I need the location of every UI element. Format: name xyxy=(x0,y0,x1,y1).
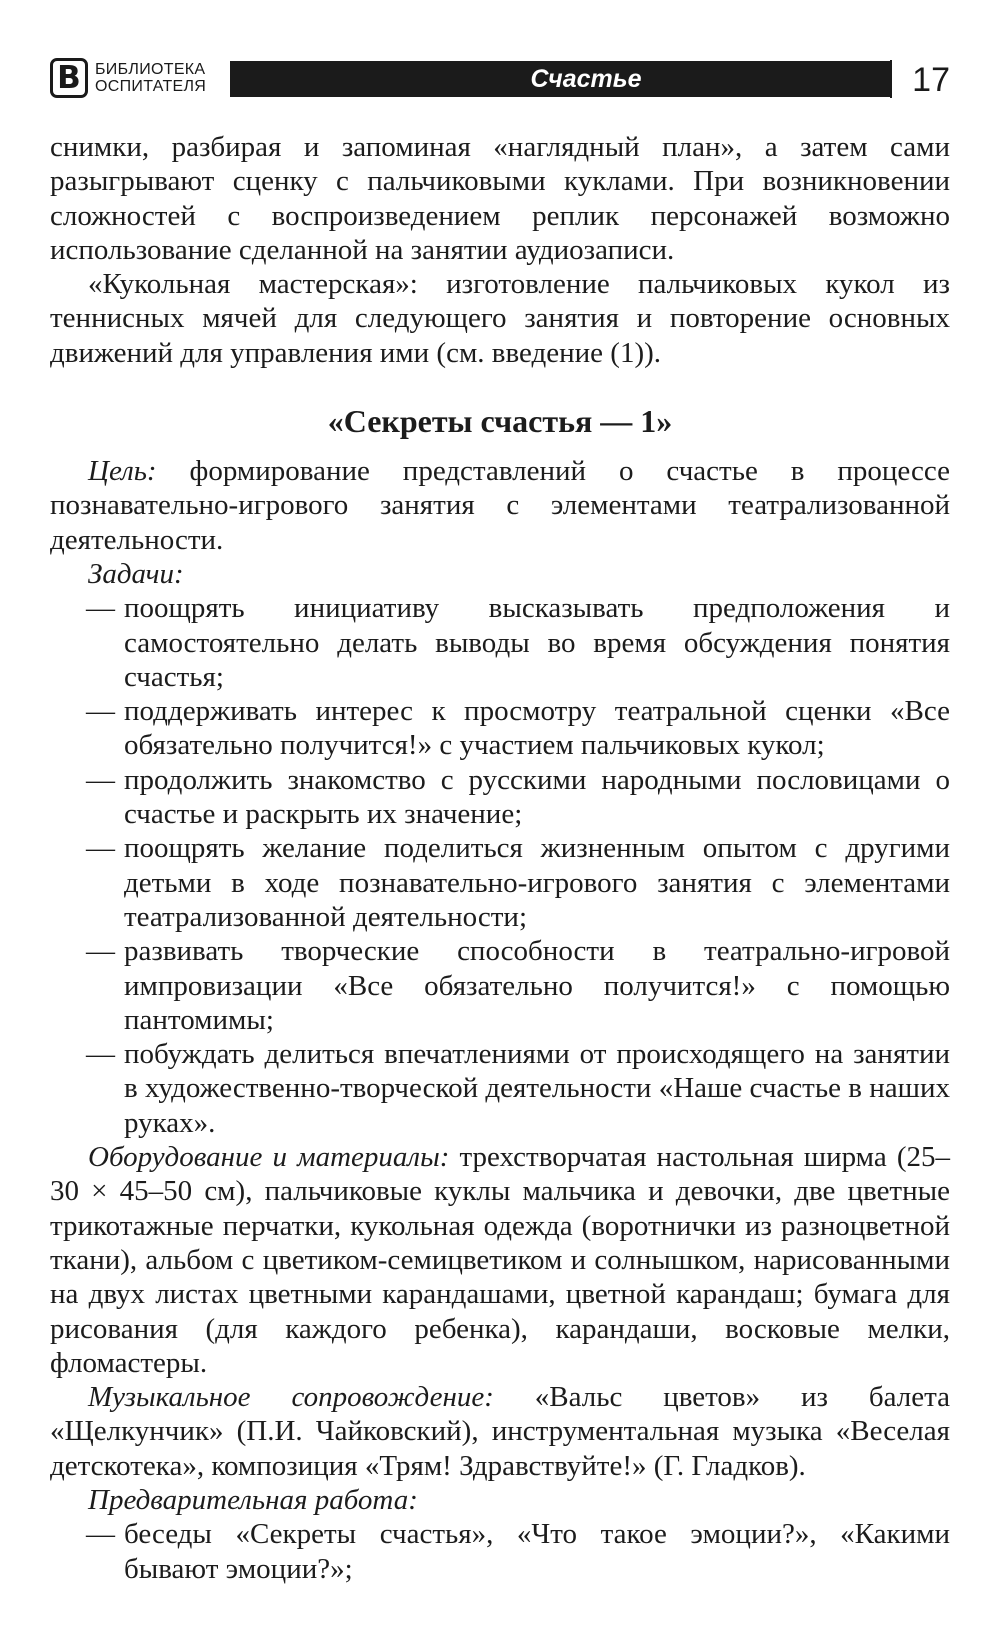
list-item: — развивать творческие способности в театрально-игровой импровизации «Все обязательно получится!» с помощью пантомимы; xyxy=(86,935,950,1036)
tasks-label: Задачи: xyxy=(88,557,184,590)
goal-paragraph xyxy=(50,454,950,557)
section-title-bar: Счастье xyxy=(230,61,942,97)
prep-label: Предварительная работа: xyxy=(88,1483,418,1516)
music-paragraph xyxy=(50,1380,950,1483)
goal-text: формирование представлений о счастье в процессе познавательно-игрового занятия с элементами театрализованной деятельности. xyxy=(50,455,950,556)
section-heading: «Секреты счастья — 1» xyxy=(327,403,673,440)
list-dash: — xyxy=(86,935,115,968)
series-name-line2: ОСПИТАТЕЛЯ xyxy=(95,78,207,95)
running-header xyxy=(50,58,950,100)
prep-list xyxy=(50,1517,950,1586)
paragraph-continued: снимки, разбирая и запоминая «наглядный план», а затем сами разыгрывают сценку с пальчиковыми куклами. При возникновении сложностей с воспроизведением реплик персонажей возможно использование сделанной на занятии аудиозаписи. xyxy=(50,131,950,266)
tasks-list xyxy=(50,591,950,1140)
music-text: «Вальс цветов» из балета «Щелкунчик» (П.И. Чайковский), инструментальная музыка «Веселая детскотека», композиция «Трям! Здравствуйте!» (Г. Гладков). xyxy=(50,1381,950,1482)
series-logo-text xyxy=(95,61,206,95)
equipment-paragraph xyxy=(50,1140,950,1380)
equipment-label: Оборудование и материалы: xyxy=(88,1141,450,1174)
series-logo-letter: В xyxy=(50,58,88,98)
list-item: — поощрять инициативу высказывать предположения и самостоятельно делать выводы во время обсуждения понятия счастья; xyxy=(86,592,950,693)
goal-label: Цель: xyxy=(88,455,157,488)
list-item: — поощрять желание поделиться жизненным опытом с другими детьми в ходе познавательно-игрового занятия с элементами театрализованной деятельности; xyxy=(86,832,950,933)
list-dash: — xyxy=(86,763,115,796)
list-item: — побуждать делиться впечатлениями от происходящего на занятии в художественно-творческой деятельности «Наше счастье в наших руках». xyxy=(86,1038,950,1139)
series-name-line1: БИБЛИОТЕКА xyxy=(95,61,206,78)
paragraph-puppet-workshop: «Кукольная мастерская»: изготовление пальчиковых кукол из теннисных мячей для следующего занятия и повторение основных движений для управления ими (см. введение (1)). xyxy=(50,268,950,369)
list-dash: — xyxy=(86,832,115,865)
page-body xyxy=(50,130,950,1586)
list-item: — поддерживать интерес к просмотру театральной сценки «Все обязательно получится!» с участием пальчиковых кукол; xyxy=(86,695,950,762)
tasks-heading xyxy=(50,557,950,591)
prep-heading xyxy=(50,1483,950,1517)
list-dash: — xyxy=(86,592,115,625)
list-dash: — xyxy=(86,1038,115,1071)
list-dash: — xyxy=(86,695,115,728)
list-item: — беседы «Секреты счастья», «Что такое эмоции?», «Какими бывают эмоции?»; xyxy=(86,1518,950,1585)
equipment-text: трехстворчатая настольная ширма (25–30 × 45–50 см), пальчиковые куклы мальчика и девочки, две цветные трикотажные перчатки, кукольная одежда (воротнички из разноцветной ткани), альбом с цветиком-семицветиком и солнышком, нарисованными на двух листах цветными карандашами, цветной карандаш; бумага для рисования (для каждого ребенка), карандаши, восковые мелки, фломастеры. xyxy=(50,1141,950,1379)
music-label: Музыкальное сопровождение: xyxy=(88,1381,494,1414)
page-number: 17 xyxy=(890,60,950,98)
list-dash: — xyxy=(86,1518,115,1551)
list-item: — продолжить знакомство с русскими народными пословицами о счастье и раскрыть их значение; xyxy=(86,763,950,831)
